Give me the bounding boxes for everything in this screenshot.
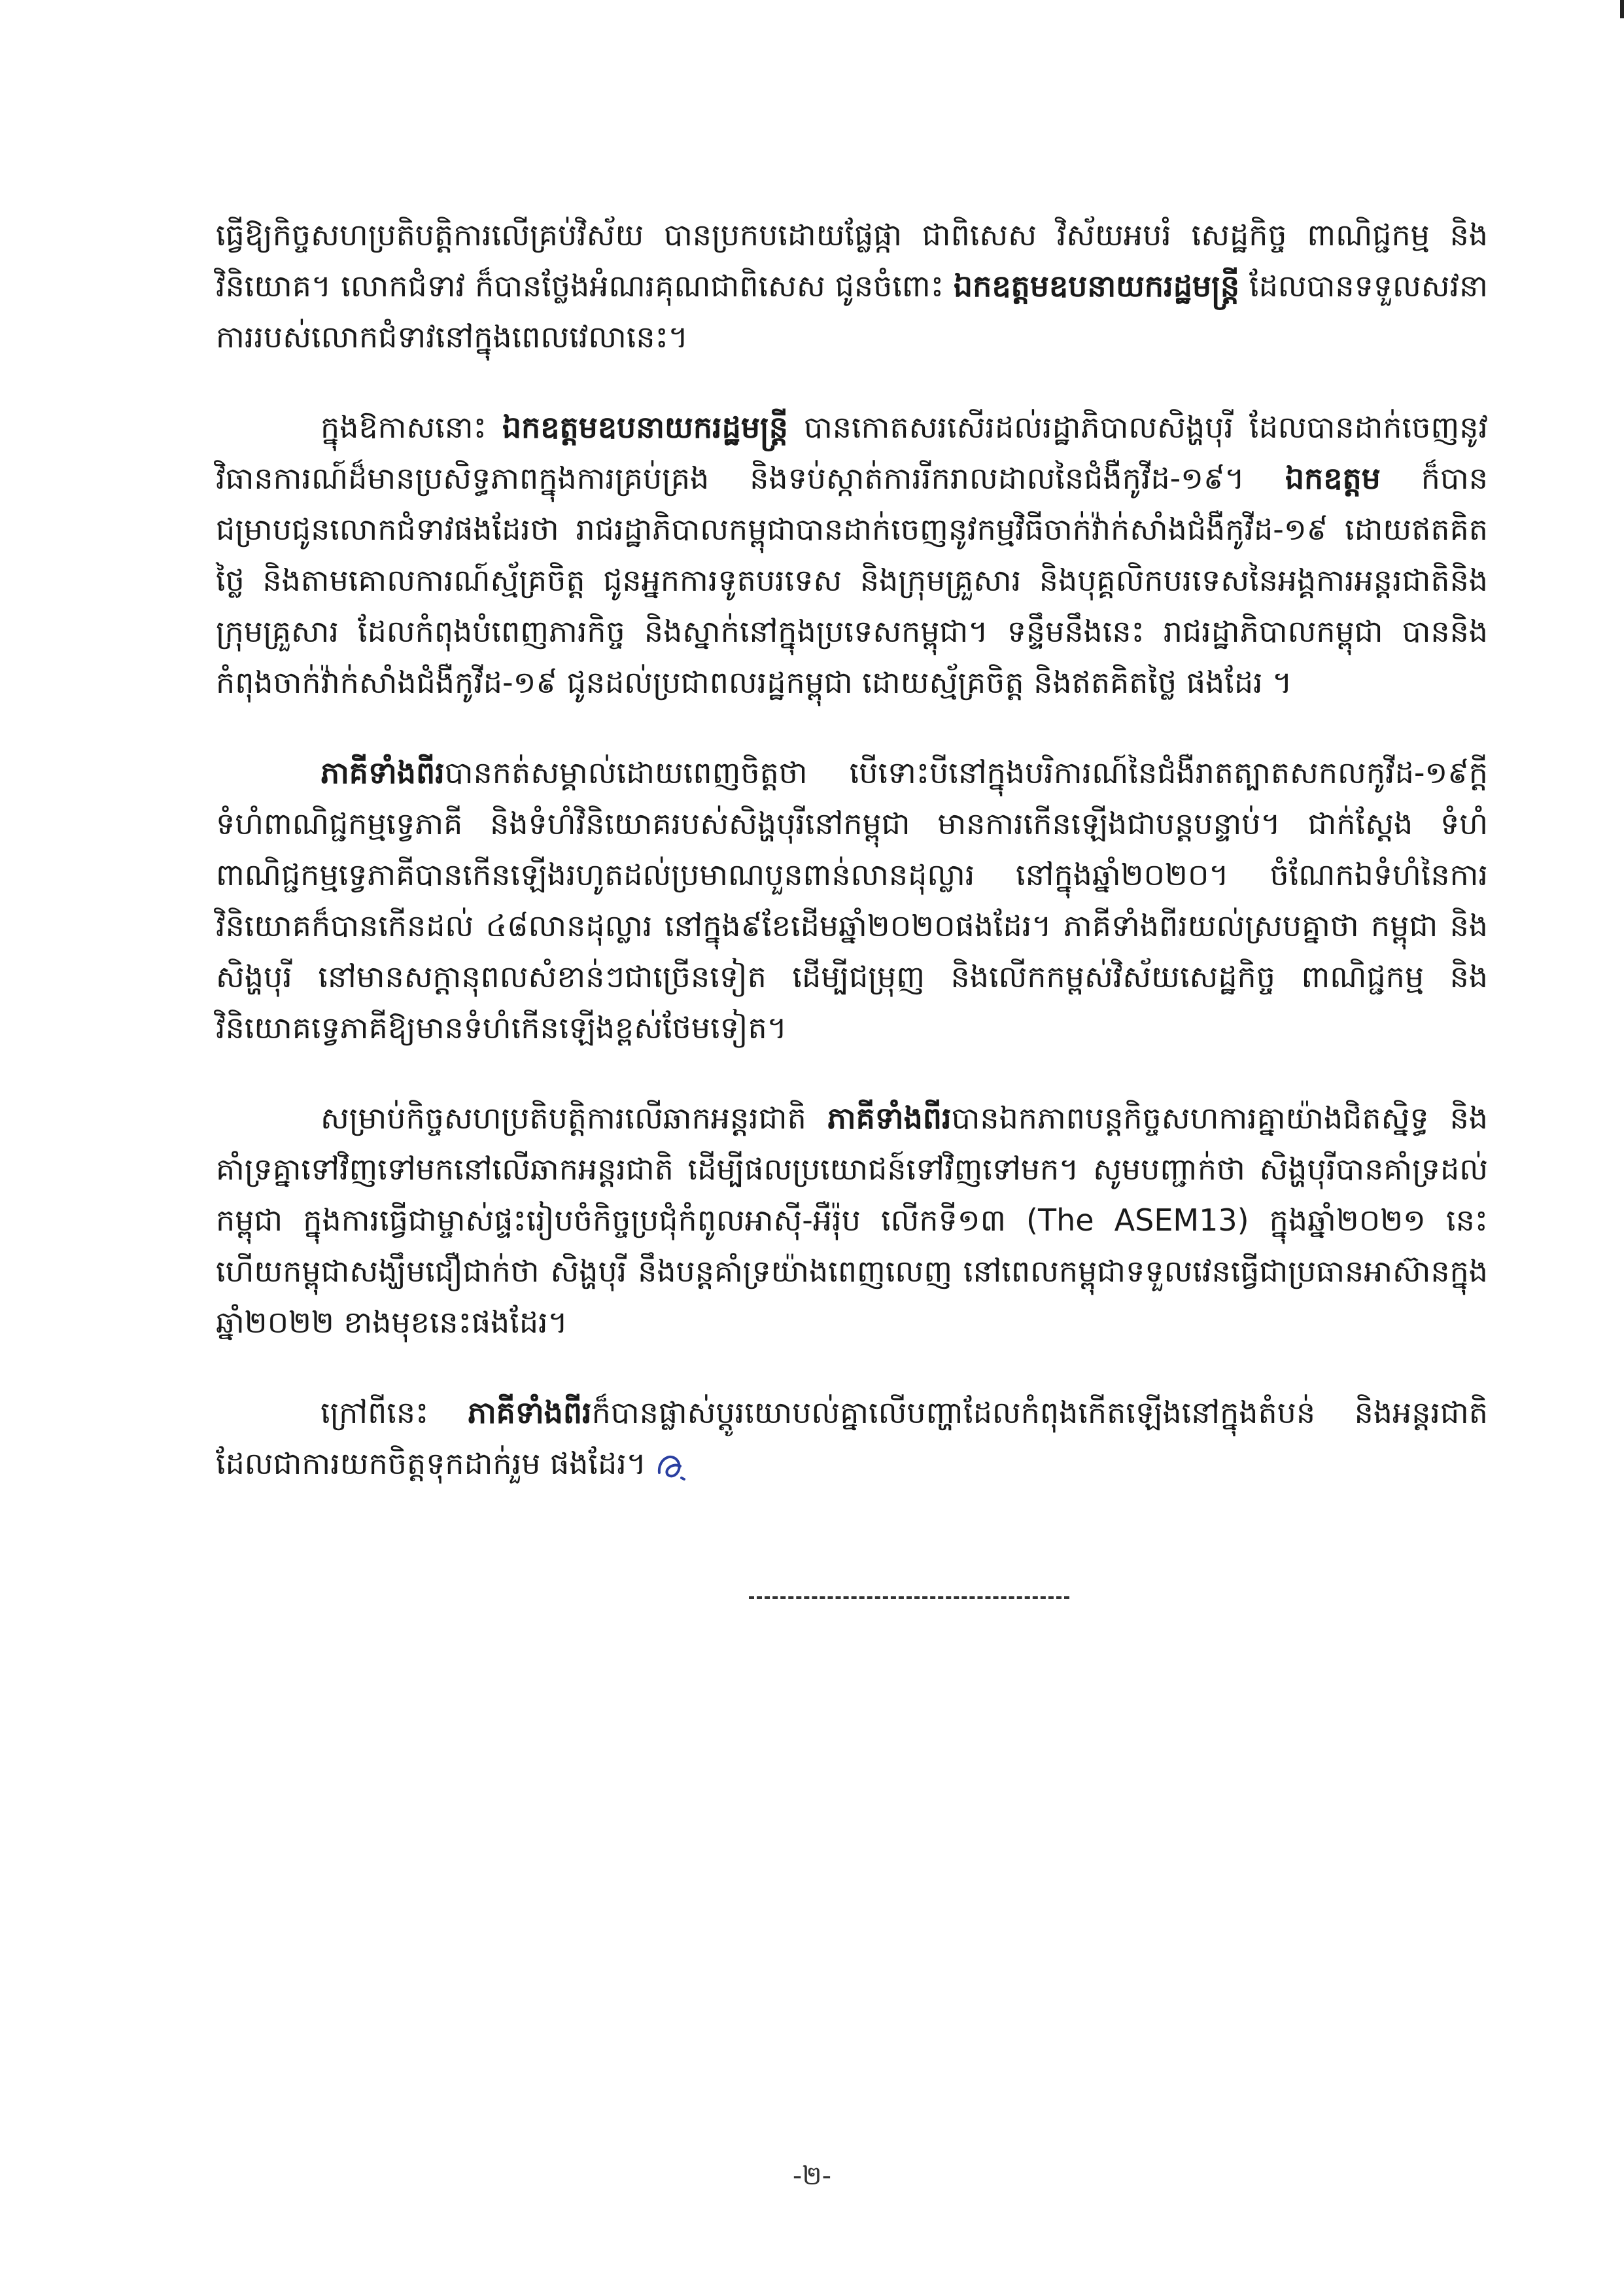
page-number: -២- xyxy=(792,2161,832,2191)
paragraph-2-bold-b: ឯកឧត្តម xyxy=(1285,461,1381,496)
paragraph-2 xyxy=(216,402,1488,708)
end-of-text-separator xyxy=(749,1596,1069,1599)
paragraph-2-bold-a: ឯកឧត្តមឧបនាយករដ្ឋមន្ត្រី xyxy=(502,410,788,445)
paragraph-4-bold-a: ភាគីទាំងពីរ xyxy=(827,1100,952,1136)
paragraph-4-text-b: បានឯកភាពបន្តកិច្ចសហការគ្នាយ៉ាងជិតស្និទ្ធ និងគាំទ្រគ្នាទៅវិញទៅមកនៅលើឆាកអន្តរជាតិ ដើម្បីផលប្រយោជន៍ទៅវិញទៅមក។ សូមបញ្ជាក់ថា សិង្ហបុរីបានគាំទ្រដល់កម្ពុជា ក្នុងការធ្វើជាម្ចាស់ផ្ទះរៀបចំកិច្ចប្រជុំកំពូលអាស៊ី-អឺរ៉ុប លើកទី១៣ (The ASEM13) ក្នុងឆ្នាំ២០២១ នេះ ហើយកម្ពុជាសង្ឃឹមជឿជាក់ថា សិង្ហបុរី នឹងបន្តគាំទ្រយ៉ាងពេញលេញ នៅពេលកម្ពុជាទទួលវេនធ្វើជាប្រធានអាស៊ានក្នុងឆ្នាំ២០២២ ខាងមុខនេះផងដែរ។ xyxy=(216,1100,1488,1340)
paragraph-1-text-a: ធ្វើឱ្យកិច្ចសហប្រតិបត្តិការលើគ្រប់វិស័យ បានប្រកបដោយផ្លែផ្កា ជាពិសេស វិស័យអបរំ សេដ្ឋកិច្ច ពាណិជ្ជកម្ម និង វិនិយោគ។ លោកជំទាវ ក៏បានថ្លែងអំណរគុណជាពិសេស ជូនចំពោះ xyxy=(216,217,1488,304)
document-body xyxy=(216,209,1488,1528)
scan-edge-mark xyxy=(1620,0,1624,18)
paragraph-2-text-b: បានកោតសរសើរដល់រដ្ឋាភិបាលសិង្ហបុរី ដែលបានដាក់ចេញនូវវិធានការណ៍ដ៏មានប្រសិទ្ធភាពក្នុងការគ្រប់គ្រង និងទប់ស្កាត់ការរីករាលដាលនៃជំងឺកូវីដ-១៩។ xyxy=(216,410,1489,496)
paragraph-3 xyxy=(216,747,1488,1053)
paragraph-4 xyxy=(216,1093,1488,1348)
paragraph-1-bold-a: ឯកឧត្តមឧបនាយករដ្ឋមន្ត្រី xyxy=(953,268,1240,304)
paragraph-1-text-b: ដែលបានទទួលសវនាការរបស់លោកជំទាវនៅក្នុងពេលវេលានេះ។ xyxy=(216,268,1488,355)
paragraph-3-text-a: បានកត់សម្គាល់ដោយពេញចិត្តថា បើទោះបីនៅក្នុងបរិការណ៍នៃជំងឺរាតត្បាតសកលកូវីដ-១៩ក្តី ទំហំពាណិជ្ជកម្មទ្វេភាគី និងទំហំវិនិយោគរបស់សិង្ហបុរីនៅកម្ពុជា មានការកើនឡើងជាបន្តបន្ទាប់។ ជាក់ស្តែង ទំហំពាណិជ្ជកម្មទ្វេភាគីបានកើនឡើងរហូតដល់ប្រមាណបួនពាន់លានដុល្លារ នៅក្នុងឆ្នាំ២០២០។ ចំណែកឯទំហំនៃការវិនិយោគក៏បានកើនដល់ ៤៨លានដុល្លារ នៅក្នុង៩ខែដើមឆ្នាំ២០២០ផងដែរ។ ភាគីទាំងពីរយល់ស្របគ្នាថា កម្ពុជា និងសិង្ហបុរី នៅមានសក្តានុពលសំខាន់ៗជាច្រើនទៀត ដើម្បីជម្រុញ និងលើកកម្ពស់វិស័យសេដ្ឋកិច្ច ពាណិជ្ជកម្ម និងវិនិយោគទ្វេភាគីឱ្យមានទំហំកើនឡើងខ្ពស់ថែមទៀត។ xyxy=(216,755,1488,1045)
paragraph-5-text-b: ក៏បានផ្លាស់ប្តូរយោបល់គ្នាលើបញ្ហាដែលកំពុងកើតឡើងនៅក្នុងតំបន់ និងអន្តរជាតិ ដែលជាការយកចិត្តទុកដាក់រួម ផងដែរ។ xyxy=(216,1395,1488,1481)
paragraph-5-text-a: ក្រៅពីនេះ xyxy=(320,1395,468,1430)
paragraph-2-text-c: ក៏បានជម្រាបជូនលោកជំទាវផងដែរថា រាជរដ្ឋាភិបាលកម្ពុជាបានដាក់ចេញនូវកម្មវិធីចាក់វ៉ាក់សាំងជំងឺកូវីដ-១៩ ដោយឥតគិតថ្លៃ និងតាមគោលការណ៍ស្ម័គ្រចិត្ត ជូនអ្នកការទូតបរទេស និងក្រុមគ្រួសារ និងបុគ្គលិកបរទេសនៃអង្គការអន្តរជាតិនិងក្រុមគ្រួសារ ដែលកំពុងបំពេញភារកិច្ច និងស្នាក់នៅក្នុងប្រទេសកម្ពុជា។ ទន្ទឹមនឹងនេះ រាជរដ្ឋាភិបាលកម្ពុជា បាននិងកំពុងចាក់វ៉ាក់សាំងជំងឺកូវីដ-១៩ ជូនដល់ប្រជាពលរដ្ឋកម្ពុជា ដោយស្ម័គ្រចិត្ត និងឥតគិតថ្លៃ ផងដែរ ។ xyxy=(216,461,1488,700)
paragraph-2-text-a: ក្នុងឱកាសនោះ xyxy=(320,410,502,445)
paragraph-5-bold-a: ភាគីទាំងពីរ xyxy=(467,1395,592,1430)
paragraph-1 xyxy=(216,209,1488,362)
paragraph-5 xyxy=(216,1387,1488,1489)
initials-signature-mark xyxy=(651,1446,697,1486)
paragraph-4-text-a: សម្រាប់កិច្ចសហប្រតិបត្តិការលើឆាកអន្តរជាតិ xyxy=(320,1100,827,1136)
paragraph-3-bold-a: ភាគីទាំងពីរ xyxy=(320,755,445,790)
